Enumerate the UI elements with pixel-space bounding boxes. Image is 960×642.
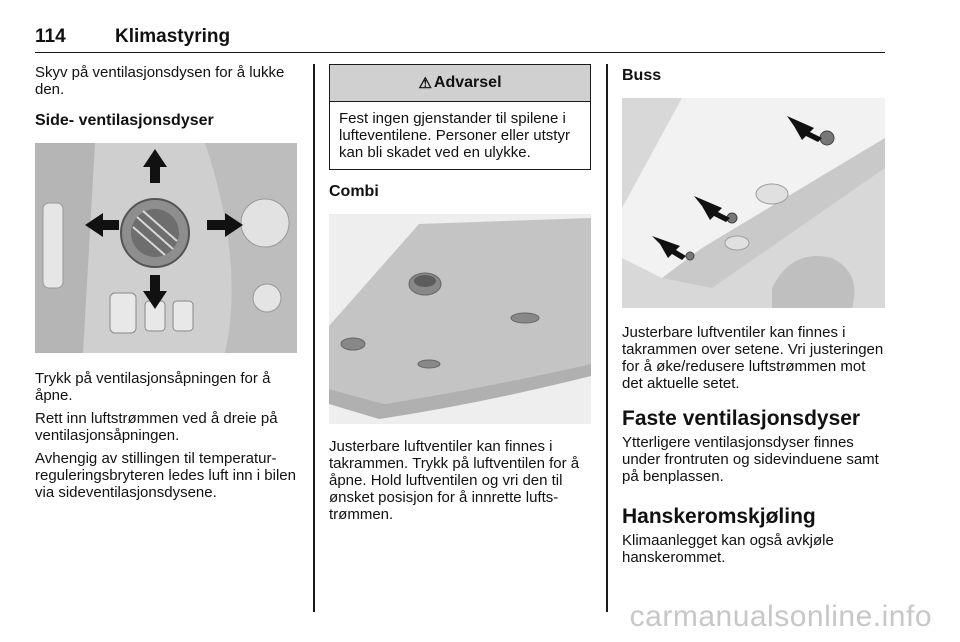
column-1 bbox=[35, 64, 297, 501]
bus-figure bbox=[622, 98, 885, 308]
chapter-title: Klimastyring bbox=[115, 26, 231, 47]
page-number: 114 bbox=[35, 26, 66, 47]
column-2 bbox=[329, 64, 591, 523]
side-vents-heading: Side- ventilasjonsdyser bbox=[35, 112, 214, 129]
paragraph-1: Trykk på ventilasjonsåpningen for å åpne. bbox=[35, 370, 271, 404]
glovebox-cooling-text: Klimaanlegget kan også avkjøle hanskerommet. bbox=[622, 532, 834, 566]
glovebox-cooling-heading: Hanskeromskjøling bbox=[622, 505, 816, 528]
watermark-text: carmanualsonline.info bbox=[629, 600, 932, 633]
warning-triangle-icon: ⚠ bbox=[418, 75, 432, 92]
combi-text: Justerbare luftventiler kan finnes i takrammen. Trykk på luftventilen for å åpne. Hold luftventilen og vri den til ønsket posisjon for å innrette luftstrømmen. bbox=[329, 438, 580, 523]
combi-figure bbox=[329, 214, 591, 424]
paragraph-3: Avhengig av stillingen til temperaturreguleringsbryteren ledes luft inn i bilen via sideventilasjonsdysene. bbox=[35, 450, 296, 501]
side-vent-figure bbox=[35, 143, 297, 353]
intro-text: Skyv på ventilasjonsdysen for å lukke den. bbox=[35, 64, 285, 98]
bus-text: Justerbare luftventiler kan finnes i takrammen over setene. Vri justeringen for å øke/redusere luftstrømmen mot det aktuelle setet. bbox=[622, 324, 884, 392]
paragraph-2: Rett inn luftstrømmen ved å dreie på ventilasjonsåpningen. bbox=[35, 410, 278, 444]
warning-title: Advarsel bbox=[433, 74, 502, 91]
warning-text: Fest ingen gjenstander til spilene i lufteventilene. Personer eller utstyr kan bli skadet ved en ulykke. bbox=[339, 110, 570, 161]
fixed-vents-heading: Faste ventilasjonsdyser bbox=[622, 407, 861, 430]
fixed-vents-text: Ytterligere ventilasjonsdyser finnes under frontruten og sidevinduene samt på benplassen. bbox=[622, 434, 879, 485]
combi-heading: Combi bbox=[329, 183, 379, 200]
bus-heading: Buss bbox=[622, 67, 662, 84]
warning-box bbox=[329, 64, 591, 170]
column-3 bbox=[622, 64, 885, 566]
page-header bbox=[35, 26, 885, 53]
warning-header bbox=[330, 65, 590, 102]
column-divider-2 bbox=[606, 64, 608, 612]
column-divider-1 bbox=[313, 64, 315, 612]
